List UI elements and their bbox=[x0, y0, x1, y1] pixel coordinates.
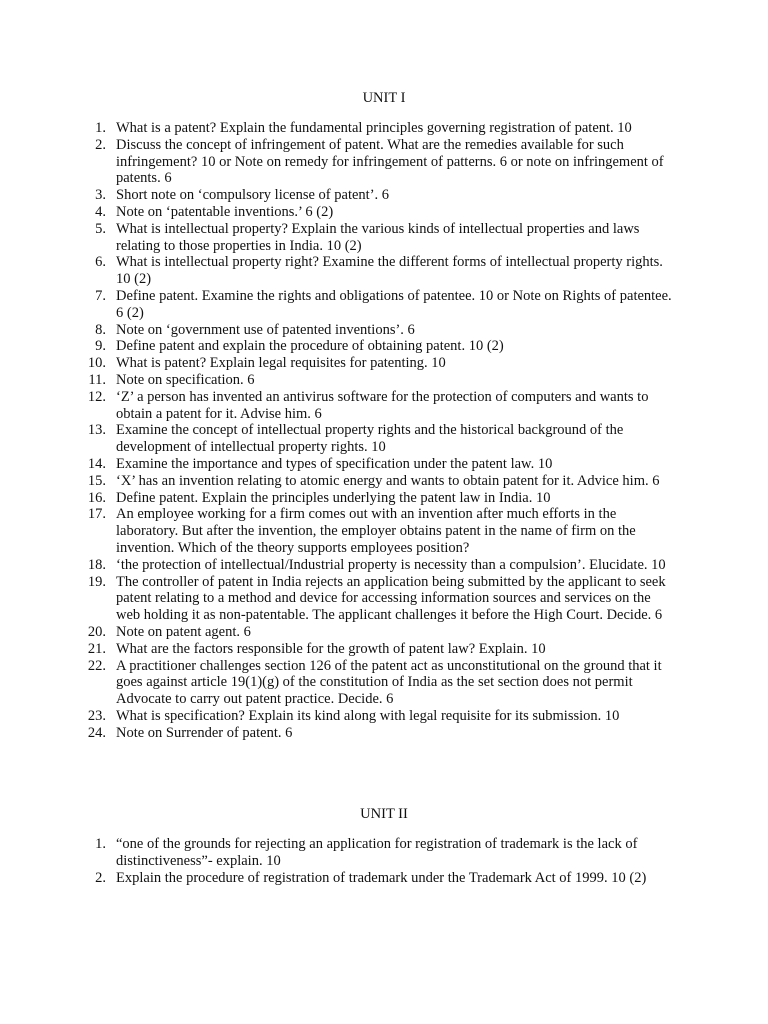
question-number: 16 . bbox=[0, 490, 106, 507]
question-text: Note on patent agent. 6 bbox=[116, 623, 251, 640]
question-item bbox=[0, 221, 768, 255]
question-number: 9 . bbox=[0, 338, 106, 355]
question-item bbox=[0, 204, 768, 221]
question-number: 1 . bbox=[0, 120, 106, 137]
question-text: Define patent. Explain the principles underlying the patent law in India. 10 bbox=[116, 489, 551, 506]
question-text: What is patent? Explain legal requisites for patenting. 10 bbox=[116, 355, 446, 372]
question-item bbox=[0, 187, 768, 204]
question-text: “one of the grounds for rejecting an application for registration of trademark is the lack of distinctiveness”- explain. 10 bbox=[116, 836, 638, 869]
question-text: Explain the procedure of registration of trademark under the Trademark Act of 1999. 10 (2) bbox=[116, 869, 647, 886]
question-text: What is intellectual property? Explain the various kinds of intellectual properties and laws relating to those properties in India. 10 (2) bbox=[116, 220, 640, 254]
question-item bbox=[0, 372, 768, 389]
question-text: ‘the protection of intellectual/Industrial property is necessity than a compulsion’. Elucidate. 10 bbox=[116, 556, 666, 573]
question-text: Discuss the concept of infringement of patent. What are the remedies available for such infringement? 10 or Note on remedy for infringement of patterns. 6 or note on infringement of patents. 6 bbox=[116, 136, 664, 187]
question-number: 7 . bbox=[0, 288, 106, 305]
question-text: Note on specification. 6 bbox=[116, 371, 255, 388]
question-number: 1 . bbox=[0, 836, 106, 853]
question-text: A practitioner challenges section 126 of the patent act as unconstitutional on the ground that it goes against article 19(1)(g) of the constitution of India as the set section does not permit Advocate to carry out patent practice. Decide. 6 bbox=[116, 657, 662, 708]
question-text: What is intellectual property right? Examine the different forms of intellectual property rights. 10 (2) bbox=[116, 254, 663, 288]
question-item bbox=[0, 708, 768, 725]
question-item bbox=[0, 322, 768, 339]
question-number: 23 . bbox=[0, 708, 106, 725]
question-text: The controller of patent in India rejects an application being submitted by the applicant to seek patent relating to a method and device for accessing information sources and services on the web holding it as non-patentable. The applicant challenges it before the High Court. Decide. 6 bbox=[116, 573, 666, 624]
question-text: Note on Surrender of patent. 6 bbox=[116, 724, 293, 741]
question-text: Note on ‘patentable inventions.’ 6 (2) bbox=[116, 203, 334, 220]
question-item bbox=[0, 120, 768, 137]
question-number: 13 . bbox=[0, 422, 106, 439]
question-item bbox=[0, 658, 768, 708]
question-number: 22 . bbox=[0, 658, 106, 675]
question-item bbox=[0, 870, 768, 887]
question-number: 10 . bbox=[0, 355, 106, 372]
question-item bbox=[0, 506, 768, 556]
question-number: 18 . bbox=[0, 557, 106, 574]
question-number: 24 . bbox=[0, 725, 106, 742]
question-text: What is a patent? Explain the fundamental principles governing registration of patent. 10 bbox=[116, 120, 632, 136]
question-number: 21 . bbox=[0, 641, 106, 658]
question-number: 20 . bbox=[0, 624, 106, 641]
question-text: What are the factors responsible for the growth of patent law? Explain. 10 bbox=[116, 640, 546, 657]
question-text: ‘X’ has an invention relating to atomic energy and wants to obtain patent for it. Advice him. 6 bbox=[116, 472, 660, 489]
unit-2-heading: UNIT II bbox=[360, 806, 408, 822]
question-item bbox=[0, 422, 768, 456]
question-text: Note on ‘government use of patented inventions’. 6 bbox=[116, 321, 415, 338]
question-text: Define patent and explain the procedure of obtaining patent. 10 (2) bbox=[116, 338, 504, 355]
question-number: 6 . bbox=[0, 254, 106, 271]
question-number: 12 . bbox=[0, 389, 106, 406]
question-item bbox=[0, 389, 768, 423]
unit-1-question-list bbox=[0, 120, 768, 741]
question-text: What is specification? Explain its kind along with legal requisite for its submission. 10 bbox=[116, 707, 620, 724]
question-number: 19 . bbox=[0, 574, 106, 591]
question-item bbox=[0, 473, 768, 490]
unit-2-question-list bbox=[0, 836, 768, 886]
question-item bbox=[0, 338, 768, 355]
question-number: 17 . bbox=[0, 506, 106, 523]
question-text: Examine the concept of intellectual property rights and the historical background of the development of intellectual property rights. 10 bbox=[116, 422, 624, 456]
question-number: 14 . bbox=[0, 456, 106, 473]
question-number: 15 . bbox=[0, 473, 106, 490]
question-item bbox=[0, 490, 768, 507]
unit-1-heading: UNIT I bbox=[362, 90, 406, 106]
question-item bbox=[0, 288, 768, 322]
question-number: 5 . bbox=[0, 221, 106, 238]
question-item bbox=[0, 355, 768, 372]
question-text: Define patent. Examine the rights and obligations of patentee. 10 or Note on Rights of patentee. 6 (2) bbox=[116, 287, 672, 321]
question-number: 3 . bbox=[0, 187, 106, 204]
question-item bbox=[0, 574, 768, 624]
question-item bbox=[0, 641, 768, 658]
question-item bbox=[0, 137, 768, 187]
question-text: ‘Z’ a person has invented an antivirus software for the protection of computers and wants to obtain a patent for it. Advise him. 6 bbox=[116, 388, 649, 422]
question-item bbox=[0, 254, 768, 288]
question-text: Examine the importance and types of specification under the patent law. 10 bbox=[116, 455, 553, 472]
question-item bbox=[0, 725, 768, 742]
question-number: 2 . bbox=[0, 870, 106, 887]
question-number: 2 . bbox=[0, 137, 106, 154]
question-text: An employee working for a firm comes out with an invention after much efforts in the laboratory. But after the invention, the employer obtains patent in the name of firm on the invention. Which of the theory supports employees position? bbox=[116, 506, 636, 556]
question-item bbox=[0, 624, 768, 641]
question-number: 8 . bbox=[0, 322, 106, 339]
question-item bbox=[0, 836, 768, 870]
question-number: 4 . bbox=[0, 204, 106, 221]
question-text: Short note on ‘compulsory license of patent’. 6 bbox=[116, 187, 390, 204]
question-item bbox=[0, 557, 768, 574]
question-item bbox=[0, 456, 768, 473]
question-number: 11 . bbox=[0, 372, 106, 389]
